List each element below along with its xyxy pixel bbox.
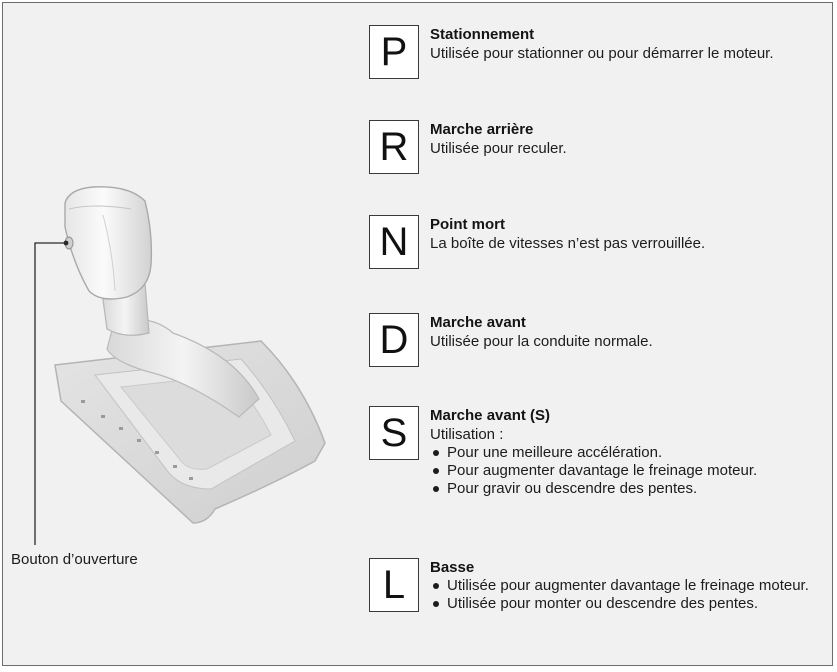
gear-bullet-list <box>430 444 830 498</box>
gear-shifter-illustration <box>3 3 363 667</box>
gear-title: Basse <box>430 559 475 576</box>
gear-letter-badge: N <box>369 215 419 269</box>
gear-title: Marche arrière <box>430 121 534 138</box>
gear-bullet-list <box>430 577 830 613</box>
gear-title: Marche avant (S) <box>430 407 551 424</box>
gear-text <box>430 120 830 158</box>
bullet-item: Pour une meilleure accélération. <box>430 444 830 462</box>
gear-letter-badge: L <box>369 558 419 612</box>
bullet-item: Pour gravir ou descendre des pentes. <box>430 480 830 498</box>
bullet-item: Utilisée pour augmenter davantage le freinage moteur. <box>430 577 830 595</box>
gear-text <box>430 558 830 613</box>
gear-text <box>430 215 830 253</box>
figure-frame <box>2 2 833 666</box>
gear-position-list <box>369 3 829 667</box>
gear-letter-badge: R <box>369 120 419 174</box>
release-button-label: Bouton d’ouverture <box>11 551 138 568</box>
gear-description: La boîte de vitesses n’est pas verrouillée. <box>430 235 706 252</box>
gear-title: Marche avant <box>430 314 526 331</box>
gear-letter-badge: S <box>369 406 419 460</box>
gear-description: Utilisation : <box>430 426 504 443</box>
gear-title: Stationnement <box>430 26 535 43</box>
gear-text <box>430 406 830 498</box>
gear-title: Point mort <box>430 216 505 233</box>
gear-letter-badge: D <box>369 313 419 367</box>
gear-description: Utilisée pour reculer. <box>430 140 567 157</box>
gear-description: Utilisée pour stationner ou pour démarrer le moteur. <box>430 45 774 62</box>
gear-description: Utilisée pour la conduite normale. <box>430 333 653 350</box>
bullet-item: Utilisée pour monter ou descendre des pentes. <box>430 595 830 613</box>
gear-text <box>430 25 830 63</box>
bullet-item: Pour augmenter davantage le freinage moteur. <box>430 462 830 480</box>
gear-text <box>430 313 830 351</box>
gear-letter-badge: P <box>369 25 419 79</box>
